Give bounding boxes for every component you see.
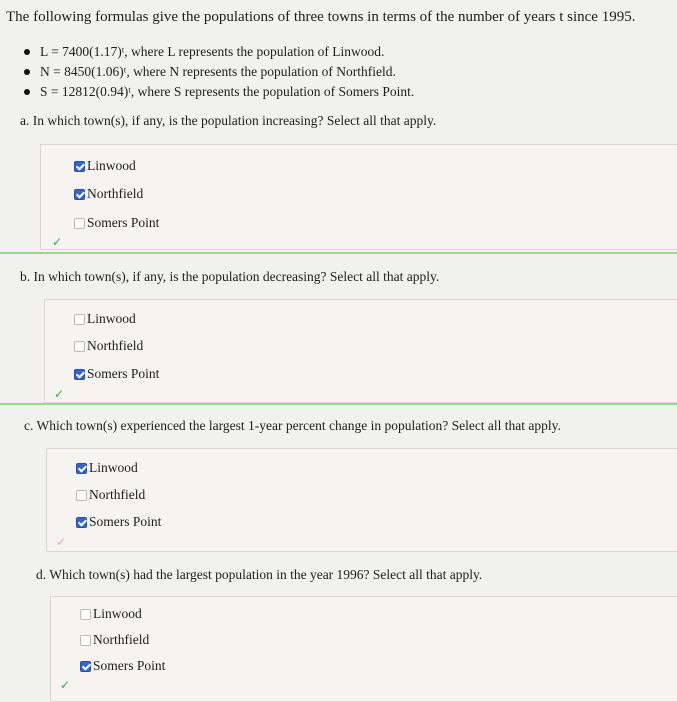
option-a-linwood[interactable] <box>74 158 136 174</box>
option-label: Somers Point <box>87 215 160 230</box>
checkbox-unchecked[interactable] <box>74 218 85 229</box>
bullet-icon <box>24 69 30 75</box>
option-d-northfield[interactable] <box>80 632 149 648</box>
option-c-northfield[interactable] <box>76 487 145 503</box>
divider <box>0 252 677 254</box>
option-label: Somers Point <box>93 658 166 673</box>
option-b-linwood[interactable] <box>74 311 136 327</box>
bullet-icon <box>24 89 30 95</box>
option-label: Northfield <box>87 338 144 353</box>
checkbox-unchecked[interactable] <box>80 635 91 646</box>
option-d-linwood[interactable] <box>80 606 142 622</box>
checkbox-checked[interactable] <box>74 161 85 172</box>
option-b-somers-point[interactable] <box>74 366 159 382</box>
checkbox-checked[interactable] <box>80 661 91 672</box>
option-label: Linwood <box>93 606 142 621</box>
option-label: Somers Point <box>89 514 162 529</box>
option-c-linwood[interactable] <box>76 460 138 476</box>
formula-text: N = 8450(1.06)ᵗ, where N represents the population of Northfield. <box>40 64 396 79</box>
intro-text: The following formulas give the populations of three towns in terms of the number of years t since 1995. <box>6 9 636 25</box>
formula-text: L = 7400(1.17)ᵗ, where L represents the population of Linwood. <box>40 44 385 59</box>
answer-box-d <box>50 596 677 702</box>
question-c-label: c. Which town(s) experienced the largest 1-year percent change in population? Select all that apply. <box>24 418 561 433</box>
formula-somers-point <box>24 82 414 102</box>
checkbox-unchecked[interactable] <box>74 341 85 352</box>
formula-list <box>24 42 414 102</box>
checkbox-unchecked[interactable] <box>80 609 91 620</box>
option-label: Northfield <box>93 632 150 647</box>
option-label: Linwood <box>87 311 136 326</box>
option-c-somers-point[interactable] <box>76 514 161 530</box>
option-a-northfield[interactable] <box>74 186 143 202</box>
checkbox-checked[interactable] <box>76 463 87 474</box>
option-d-somers-point[interactable] <box>80 658 165 674</box>
formula-northfield <box>24 62 414 82</box>
option-label: Northfield <box>89 487 146 502</box>
bullet-icon <box>24 49 30 55</box>
formula-linwood <box>24 42 414 62</box>
question-a-label: a. In which town(s), if any, is the population increasing? Select all that apply. <box>20 113 437 128</box>
correct-check-icon: ✓ <box>54 387 65 401</box>
checkbox-checked[interactable] <box>76 517 87 528</box>
option-b-northfield[interactable] <box>74 338 143 354</box>
option-label: Somers Point <box>87 366 160 381</box>
checkbox-checked[interactable] <box>74 369 85 380</box>
faded-check-icon: ✓ <box>56 535 67 549</box>
question-b-label: b. In which town(s), if any, is the population decreasing? Select all that apply. <box>20 269 440 284</box>
option-label: Linwood <box>89 460 138 475</box>
checkbox-unchecked[interactable] <box>76 490 87 501</box>
option-label: Linwood <box>87 158 136 173</box>
option-label: Northfield <box>87 186 144 201</box>
correct-check-icon: ✓ <box>52 235 63 249</box>
option-a-somers-point[interactable] <box>74 215 159 231</box>
checkbox-unchecked[interactable] <box>74 314 85 325</box>
question-d-label: d. Which town(s) had the largest population in the year 1996? Select all that apply. <box>36 567 483 582</box>
divider <box>0 403 677 405</box>
checkbox-checked[interactable] <box>74 189 85 200</box>
formula-text: S = 12812(0.94)ᵗ, where S represents the population of Somers Point. <box>40 84 415 99</box>
correct-check-icon: ✓ <box>60 678 71 692</box>
